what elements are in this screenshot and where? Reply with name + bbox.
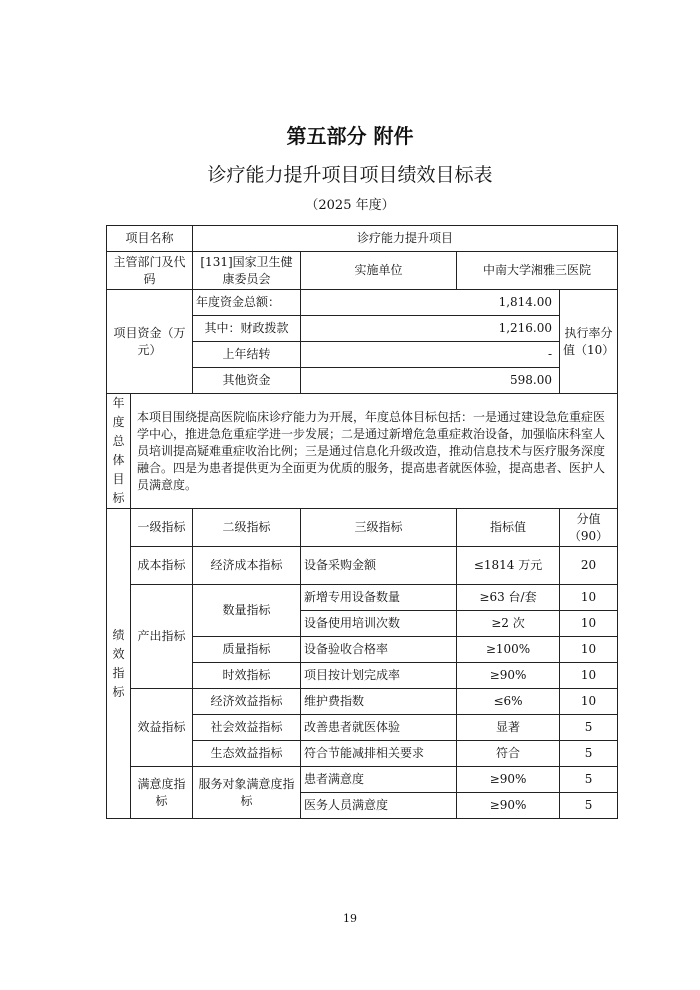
level2-cell: 数量指标: [193, 585, 301, 637]
unit-label: 实施单位: [301, 252, 457, 290]
level2-cell: 经济效益指标: [193, 689, 301, 715]
dept-label: 主管部门及代码: [107, 252, 193, 290]
table-row: [107, 547, 618, 585]
level2-cell: 社会效益指标: [193, 715, 301, 741]
header-level2: 二级指标: [193, 509, 301, 547]
fund-value: 1,216.00: [301, 316, 560, 342]
overall-goal-text: 本项目围绕提高医院临床诊疗能力为开展，年度总体目标包括：一是通过建设急危重症医学中心，推进急危重症学进一步发展；二是通过新增危急重症救治设备，加强临床科室人员培训提高疑难重症收治比例；三是通过信息化升级改造，推动信息技术与医疗服务深度融合。四是为患者提供更为全面更为优质的服务，提高患者就医体验，提高患者、医护人员满意度。: [131, 394, 618, 509]
level3-cell: 患者满意度: [301, 767, 457, 793]
score-cell: 5: [560, 741, 618, 767]
fund-value: 598.00: [301, 368, 560, 394]
project-name-label: 项目名称: [107, 226, 193, 252]
level3-cell: 项目按计划完成率: [301, 663, 457, 689]
value-cell: ≤6%: [457, 689, 560, 715]
score-cell: 10: [560, 663, 618, 689]
level2-cell: 时效指标: [193, 663, 301, 689]
indicators-section-label: 绩效指标: [107, 509, 131, 819]
level3-cell: 设备验收合格率: [301, 637, 457, 663]
level2-cell: 质量指标: [193, 637, 301, 663]
table-row: [107, 585, 618, 611]
score-cell: 20: [560, 547, 618, 585]
value-cell: ≥2 次: [457, 611, 560, 637]
score-cell: 10: [560, 611, 618, 637]
level2-cell: 生态效益指标: [193, 741, 301, 767]
level2-cell: 服务对象满意度指标: [193, 767, 301, 819]
satisfaction-indicator-label: 满意度指标: [131, 767, 193, 819]
header-value: 指标值: [457, 509, 560, 547]
score-cell: 5: [560, 767, 618, 793]
score-cell: 5: [560, 715, 618, 741]
level3-cell: 符合节能减排相关要求: [301, 741, 457, 767]
fund-label: 其中：财政拨款: [193, 316, 301, 342]
unit-value: 中南大学湘雅三医院: [457, 252, 618, 290]
score-cell: 5: [560, 793, 618, 819]
header-level3: 三级指标: [301, 509, 457, 547]
value-cell: ≤1814 万元: [457, 547, 560, 585]
header-level1: 一级指标: [131, 509, 193, 547]
value-cell: ≥90%: [457, 663, 560, 689]
performance-target-table: [106, 225, 618, 819]
execution-rate-label: 执行率分值（10）: [560, 290, 618, 394]
level3-cell: 设备使用培训次数: [301, 611, 457, 637]
level3-cell: 维护费指数: [301, 689, 457, 715]
part-title: 第五部分 附件: [286, 124, 414, 148]
table-row: [107, 226, 618, 252]
table-row: [107, 509, 618, 547]
value-cell: ≥100%: [457, 637, 560, 663]
fund-value: -: [301, 342, 560, 368]
year-label: （2025 年度）: [305, 198, 395, 213]
table-row: [107, 290, 618, 316]
table-row: [107, 767, 618, 793]
overall-goal-label: 年度总体目标: [107, 394, 131, 509]
fund-value: 1,814.00: [301, 290, 560, 316]
document-title: 诊疗能力提升项目项目绩效目标表: [207, 164, 493, 186]
level3-cell: 改善患者就医体验: [301, 715, 457, 741]
score-cell: 10: [560, 637, 618, 663]
level2-cell: 经济成本指标: [193, 547, 301, 585]
funds-label: 项目资金（万元）: [107, 290, 193, 394]
dept-value: [131]国家卫生健康委员会: [193, 252, 301, 290]
page-number: 19: [343, 912, 357, 925]
fund-label: 年度资金总额：: [193, 290, 301, 316]
value-cell: 符合: [457, 741, 560, 767]
cost-indicator-label: 成本指标: [131, 547, 193, 585]
level3-cell: 医务人员满意度: [301, 793, 457, 819]
benefit-indicator-label: 效益指标: [131, 689, 193, 767]
header-score: 分值（90）: [560, 509, 618, 547]
value-cell: ≥63 台/套: [457, 585, 560, 611]
level3-cell: 设备采购金额: [301, 547, 457, 585]
value-cell: ≥90%: [457, 767, 560, 793]
value-cell: 显著: [457, 715, 560, 741]
fund-label: 其他资金: [193, 368, 301, 394]
project-name-value: 诊疗能力提升项目: [193, 226, 618, 252]
level3-cell: 新增专用设备数量: [301, 585, 457, 611]
table-row: [107, 394, 618, 509]
table-row: [107, 689, 618, 715]
score-cell: 10: [560, 689, 618, 715]
output-indicator-label: 产出指标: [131, 585, 193, 689]
fund-label: 上年结转: [193, 342, 301, 368]
score-cell: 10: [560, 585, 618, 611]
value-cell: ≥90%: [457, 793, 560, 819]
table-row: [107, 252, 618, 290]
